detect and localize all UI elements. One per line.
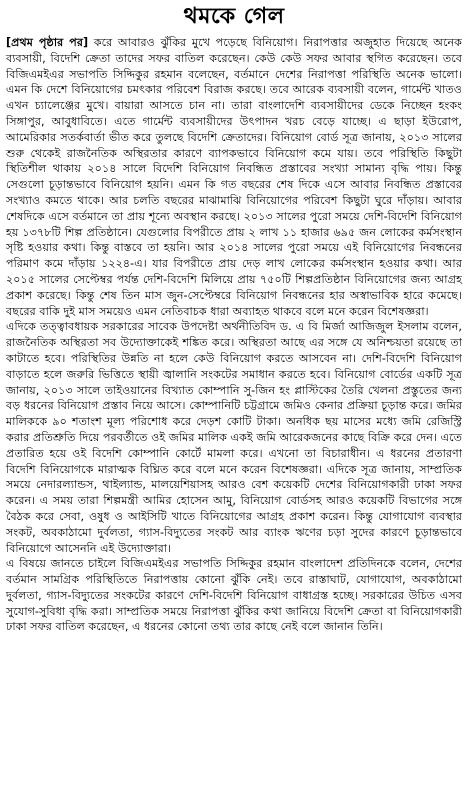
article-paragraph-2: এদিকে তত্ত্বাবধায়ক সরকারের সাবেক উপদেষ্টা অর্থনীতিবিদ ড. এ বি মির্জা আজিজুল ইসলাম বলেন, রাজনৈতিক অস্থিরতা সব উদ্যোক্তাকেই শঙ্কিত করে। অস্থিরতা আছে এর সঙ্গে যে অনিশ্চয়তা রয়েছে তা কাটাতে হবে। পরিস্থিতির উন্নতি না হলে কেউ বিনিয়োগ করতে আসবেন না। দেশি-বিদেশি বিনিয়োগ বাড়াতে হলে জরুরি ভিত্তিতে স্থায়ী জ্বালানি সংকটের সমাধান করতে হবে। বিনিয়োগ বোর্ডের একটি সূত্র জানায়, ২০১৩ সালে তাইওয়ানের বিখ্যাত কোম্পানি সু-জিন হং প্লাস্টিকের তৈরি খেলনা প্রস্তুতের জন্য বড় ধরনের বিনিয়োগ প্রস্তাব নিয়ে আসে। কোম্পানিটি চট্টগ্রামে জমিও কেনার প্রক্রিয়া চূড়ান্ত করে। জমির মালিককে ৯০ শতাংশ মূল্য পরিশোধ করে দেড়শ কোটি টাকা। অনধিক ছয় মাসের মধ্যে জমি রেজিস্ট্রি করার প্রতিশ্রুতি দিয়ে পরবর্তীতে ওই জমির মালিক একই জমি আরেকজনের কাছে বিক্রি করে দেন। এতে প্রতারিত হয়ে ওই বিদেশি কোম্পানি কোর্টে মামলা করে। এখনো তা বিচারাধীন। এ ধরনের প্রতারণা বিদেশি বিনিয়োগকে মারাত্মক বিঘ্নিত করে বলে মনে করেন বিশেষজ্ঞরা। এদিকে সূত্র জানায়, সাম্প্রতিক সময়ে নেদারল্যান্ডস, থাইল্যান্ড, মালয়েশিয়াসহ আরও বেশ কয়েকটি দেশের বিনিয়োগকারী ঢাকা সফর করেন। এ সময় তারা শিল্পমন্ত্রী আমির হোসেন আমু, বিনিয়োগ বোর্ডসহ আরও কয়েকটি বিভাগের সঙ্গে বৈঠক করে সেবা, ওষুধ ও আইসিটি খাতে বিনিয়োগের আগ্রহ প্রকাশ করেন। কিন্তু যোগাযোগ ব্যবস্থার সংকট, অবকাঠামো দুর্বলতা, গ্যাস-বিদ্যুতের সংকট আর ব্যাংক ঋণের চড়া সুদের কারণে চূড়ান্তভাবে বিনিয়োগে আসেননি এই উদ্যোক্তারা। bbox=[6, 320, 462, 555]
article-paragraph-3: এ বিষয়ে জানতে চাইলে বিজিএমইএর সভাপতি সিদ্দিকুর রহমান বাংলাদেশ প্রতিদিনকে বলেন, দেশের বর্তমান সামগ্রিক পরিস্থিতিতে নিরাপত্তায় কোনো ঝুঁকি নেই। তবে রাস্তাঘাট, যোগাযোগ, অবকাঠামো দুর্বলতা, গ্যাস-বিদ্যুতের সংকটের কারণে দেশি-বিদেশি বিনিয়োগ বাধাগ্রস্ত হচ্ছে। সরকারের উচিত এসব সুযোগ-সুবিধা বৃদ্ধি করা। সাম্প্রতিক সময়ে নিরাপত্তা ঝুঁকির কথা জানিয়ে বিদেশি ক্রেতা বা বিনিয়োগকারী ঢাকা সফর বাতিল করেছেন, এ ধরনের কোনো তথ্য তার কাছে নেই বলে জানান তিনি। bbox=[6, 557, 462, 634]
headline: থমকে গেল bbox=[183, 4, 285, 29]
article-paragraph-1 bbox=[6, 35, 462, 319]
article-body bbox=[6, 35, 462, 635]
continuation-label: [প্রথম পৃষ্ঠার পর] bbox=[6, 36, 89, 49]
paragraph-text: করে আবারও ঝুঁকির মুখে পড়েছে বিনিয়োগ। নিরাপত্তার অজুহাত দিয়েছে অনেক ব্যবসায়ী, বিদেশি ক্রেতা তাদের সফর বাতিল করেছেন। কেউ কেউ সফর আবার স্থগিত করেছেন। তবে বিজিএমইএর সভাপতি সিদ্দিকুর রহমান বলেছেন, বর্তমানে দেশের নিরাপত্তা পরিস্থিতি অনেক ভালো। এমন কি দেশে বিনিয়োগের চমৎকার পরিবেশ বিরাজ করছে। তবে আরেক ব্যবসায়ী বলেন, গার্মেন্ট খাতও এখন চ্যালেঞ্জের মুখে। বায়ারা আসতে চান না। তারা বাংলাদেশি ব্যবসায়ীদের ডেকে নিচ্ছেন হংকং সিঙ্গাপুর, আবুধাবিতে। এতে গার্মেন্ট ব্যবসায়ীদের উৎপাদন খরচ বেড়ে যাচ্ছে। এ ছাড়া ইউরোপ, আমেরিকার সতর্কবার্তা ভীত করে তুলছে বিদেশি ক্রেতাদের। বিনিয়োগ বোর্ড সূত্র জানায়, ২০১৩ সালের শুরু থেকেই রাজনৈতিক অস্থিরতার কারণে ব্যাপকভাবে বিনিয়োগ কমে যায়। তবে পরিস্থিতি কিছুটা স্থিতিশীল থাকায় ২০১৪ সালে বিদেশি বিনিয়োগ নিবন্ধিত প্রস্তাবের সংখ্যা সামান্য বৃদ্ধি পায়। কিন্তু সেগুলো চূড়ান্তভাবে বিনিয়োগ হয়নি। এমন কি গত বছরের শেষ দিকে এসে আবার নিবন্ধিত প্রস্তাবের সংখ্যাও কমতে থাকে। আর চলতি বছরের মাঝামাঝি বিনিয়োগের পরিবেশ কিছুটা ঘুরে দাঁড়ায়। আবার শেষদিকে এসে বর্তমানে তা প্রায় শূন্যে অবস্থান করছে। ২০১৩ সালের পুরো সময়ে দেশি-বিদেশি বিনিয়োগ হয় ১৩৭৮টি শিল্প প্রতিষ্ঠানে। যেগুলোর বিপরীতে প্রায় ২ লাখ ১১ হাজার ৬৯৫ জন লোকের কর্মসংস্থান সৃষ্টি হওয়ার কথা। কিন্তু বাস্তবে তা হয়নি। আর ২০১৪ সালের পুরো সময়ে এই বিনিয়োগের নিবন্ধনের পরিমাণ কমে দাঁড়ায় ১২২৪-এ। যার বিপরীতে প্রায় দেড় লাখ লোকের কর্মসংস্থান হওয়ার কথা। আর ২০১৫ সালের সেপ্টেম্বর পর্যন্ত দেশি-বিদেশি মিলিয়ে প্রায় ৭৫০টি শিল্পপ্রতিষ্ঠান বিনিয়োগের জন্য আগ্রহ প্রকাশ করেছে। কিন্তু শেষ তিন মাস জুন-সেপ্টেম্বরে বিনিয়োগ নিবন্ধনের হার অস্বাভাবিক হারে কমেছে। বছরের বাকি দুই মাস সময়েও এমন নেতিবাচক ধারা অব্যাহত থাকবে বলে মনে করেন বিশেষজ্ঞরা। bbox=[6, 36, 462, 318]
